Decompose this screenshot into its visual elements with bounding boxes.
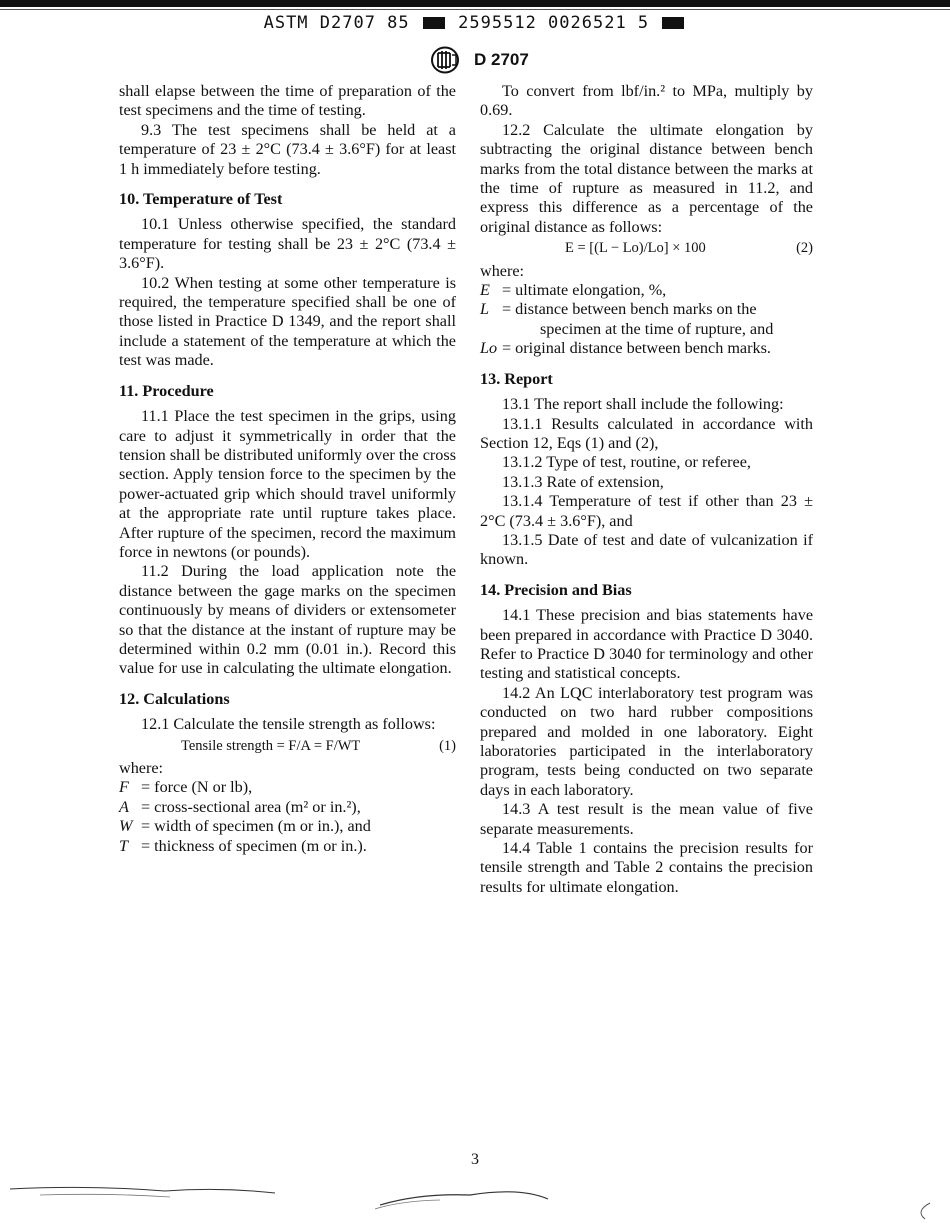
- black-block-mark: [423, 17, 445, 29]
- scan-top-border: [0, 0, 950, 7]
- header-logo-row: [430, 46, 529, 74]
- paragraph-13-1-4: 13.1.4 Temperature of test if other than 23 ± 2°C (73.4 ± 3.6°F), and: [480, 492, 813, 530]
- astm-logo-icon: [430, 46, 460, 74]
- header-code-part2: 2595512 0026521 5: [458, 13, 650, 33]
- section-heading-11: 11. Procedure: [119, 381, 214, 400]
- paragraph-13-1-2: 13.1.2 Type of test, routine, or referee,: [502, 453, 751, 472]
- definition-text: = force (N or lb),: [141, 778, 253, 797]
- definition-symbol: Lo: [480, 339, 498, 358]
- equation-1: [119, 737, 456, 756]
- paragraph-10-1: 10.1 Unless otherwise specified, the standard temperature for testing shall be 23 ± 2°C (73.4 ± 3.6°F).: [119, 215, 456, 273]
- paragraph-13-1-3: 13.1.3 Rate of extension,: [502, 472, 664, 491]
- definition-text: = width of specimen (m or in.), and: [141, 817, 371, 836]
- definition-row: [480, 281, 813, 300]
- equation-1-expression: Tensile strength = F/A = F/WT: [181, 737, 361, 754]
- definition-text: = distance between bench marks on the: [502, 300, 757, 319]
- paragraph-9-3: 9.3 The test specimens shall be held at a temperature of 23 ± 2°C (73.4 ± 3.6°F) for at least 1 h immediately before testing.: [119, 120, 456, 178]
- section-heading-14: 14. Precision and Bias: [480, 580, 632, 599]
- definition-row: [480, 300, 813, 319]
- definition-row: [119, 837, 456, 856]
- standard-designation: D 2707: [474, 50, 529, 69]
- equation-2-number: (2): [796, 240, 813, 257]
- definition-text: specimen at the time of rupture, and: [540, 319, 774, 338]
- paragraph-conversion: To convert from lbf/in.² to MPa, multiply by 0.69.: [480, 82, 813, 120]
- header-code-part1: ASTM D2707 85: [263, 13, 410, 33]
- definition-symbol: T: [119, 836, 129, 855]
- definition-text: = thickness of specimen (m or in.).: [141, 836, 367, 855]
- definition-symbol: L: [480, 300, 490, 319]
- definition-row: [119, 798, 456, 817]
- black-block-mark: [662, 17, 684, 29]
- scan-line: [0, 9, 950, 10]
- definition-row: [119, 817, 456, 836]
- scan-smudge-marks: [0, 1175, 950, 1225]
- definition-text: = ultimate elongation, %,: [502, 281, 667, 300]
- paragraph-14-1: 14.1 These precision and bias statements have been prepared in accordance with Practice D 3040. Refer to Practice D 3040 for terminology and other testing and statistical concepts.: [480, 606, 813, 683]
- definition-symbol: [480, 320, 502, 339]
- definition-symbol: E: [480, 281, 490, 300]
- paragraph-13-1-1: 13.1.1 Results calculated in accordance with Section 12, Eqs (1) and (2),: [480, 414, 813, 452]
- definition-symbol: W: [119, 817, 133, 836]
- paragraph-11-1: 11.1 Place the test specimen in the grips, using care to adjust it symmetrically in order that the tension shall be distributed uniformly over the cross section. Apply tension force to the specimen by the power-actuated grip which should travel uniformly at the appropriate rate until rupture takes place. After rupture of the specimen, record the maximum force in newtons (or pounds).: [119, 407, 456, 561]
- paragraph-11-2: 11.2 During the load application note the distance between the gage marks on the specimen continuously by means of dividers or extensometer so that the distance at the instant of rupture may be determined within 0.2 mm (0.01 in.). Record this value for use in calculating the ultimate elongation.: [119, 562, 456, 678]
- definition-symbol: F: [119, 778, 129, 797]
- page-number: 3: [471, 1151, 479, 1168]
- paragraph-14-4: 14.4 Table 1 contains the precision results for tensile strength and Table 2 contains the precision results for ultimate elongation.: [480, 839, 813, 896]
- variable-definitions: [119, 778, 456, 856]
- variable-definitions: [480, 281, 813, 359]
- paragraph-12-2: 12.2 Calculate the ultimate elongation by subtracting the original distance between bench marks from the total distance between the marks at the time of rupture as measured in 11.2, and express this difference as a percentage of the original distance as follows:: [480, 120, 813, 236]
- equation-2-expression: E = [(L − Lo)/Lo] × 100: [565, 240, 706, 257]
- equation-2: [480, 239, 813, 258]
- header-barcode-text: [0, 13, 950, 33]
- paragraph-10-2: 10.2 When testing at some other temperature is required, the temperature specified shall be one of those listed in Practice D 1349, and the report shall include a statement of the temperature at which the test was made.: [119, 273, 456, 370]
- definition-row: [119, 778, 456, 797]
- paragraph-continuation: shall elapse between the time of preparation of the test specimens and the time of testing.: [119, 82, 456, 120]
- definition-symbol: A: [119, 797, 129, 816]
- where-label: where:: [119, 759, 164, 777]
- equation-1-number: (1): [439, 737, 456, 754]
- definition-row: [480, 339, 813, 358]
- right-column: [480, 82, 813, 897]
- paragraph-14-2: 14.2 An LQC interlaboratory test program was conducted on two hard rubber compositions prepared and molded in one laboratory. Eight laboratories participated in the interlaboratory program, tests being conducted on two separate days in each laboratory.: [480, 683, 813, 799]
- left-column: [119, 82, 456, 856]
- definition-text: = cross-sectional area (m² or in.²),: [141, 797, 361, 816]
- paragraph-13-1-5: 13.1.5 Date of test and date of vulcanization if known.: [480, 530, 813, 569]
- paragraph-13-1: 13.1 The report shall include the following:: [502, 395, 784, 414]
- paragraph-12-1: 12.1 Calculate the tensile strength as follows:: [141, 715, 436, 734]
- definition-text: = original distance between bench marks.: [502, 339, 771, 358]
- paragraph-14-3: 14.3 A test result is the mean value of five separate measurements.: [480, 800, 813, 838]
- section-heading-10: 10. Temperature of Test: [119, 190, 283, 209]
- section-heading-13: 13. Report: [480, 369, 553, 388]
- where-label: where:: [480, 261, 525, 280]
- section-heading-12: 12. Calculations: [119, 689, 230, 708]
- definition-row: [480, 320, 813, 339]
